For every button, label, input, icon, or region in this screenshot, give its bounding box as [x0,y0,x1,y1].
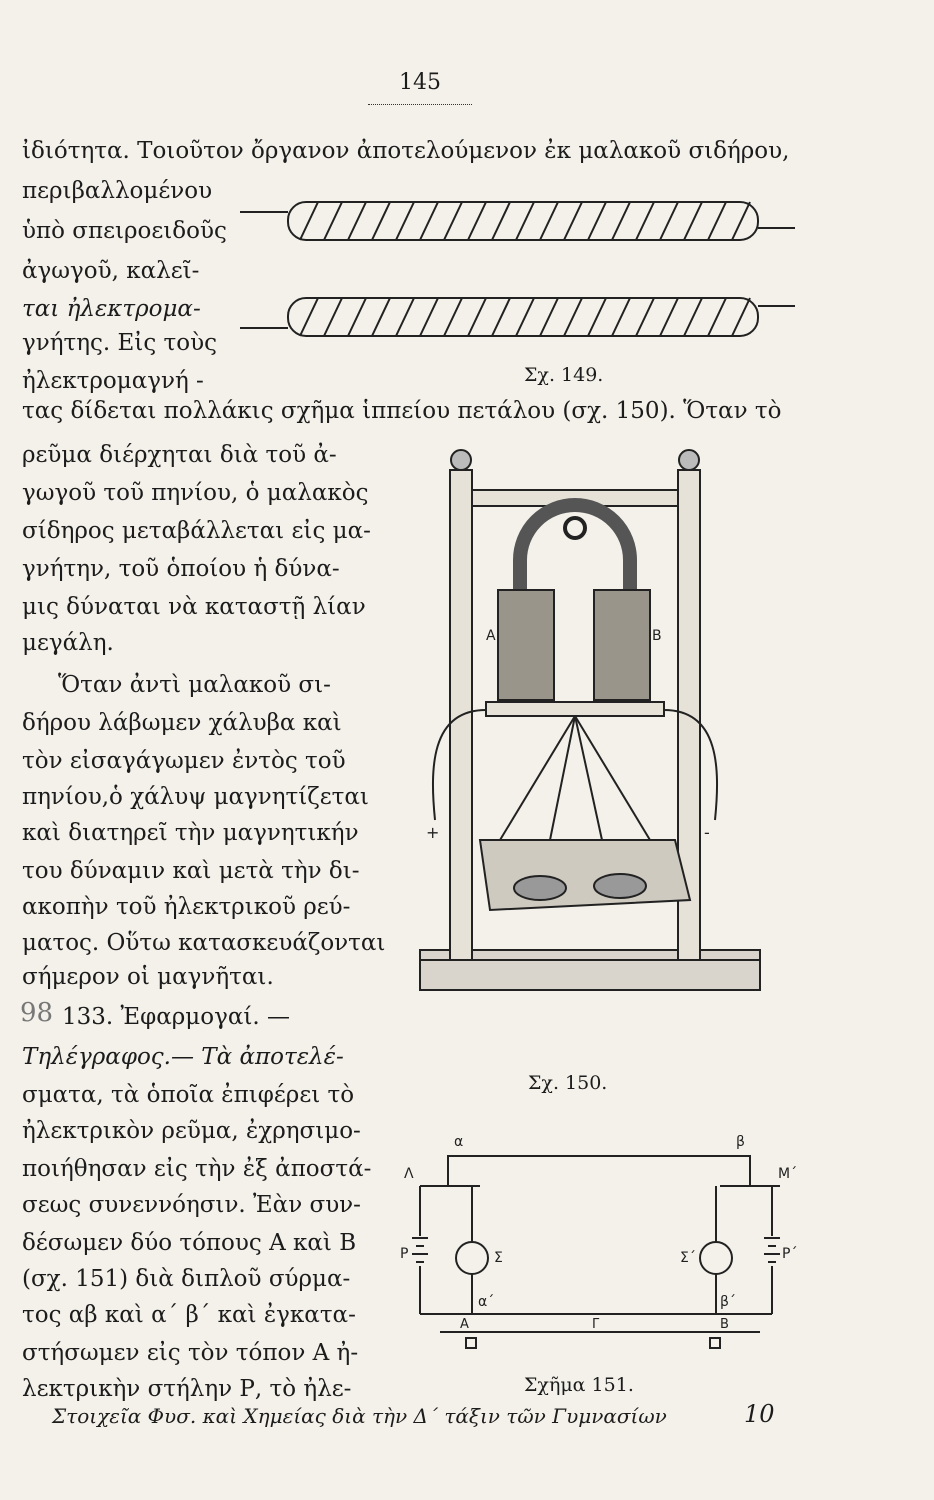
figure-149-solenoids [240,188,800,348]
label-beta-prime: β΄ [720,1294,736,1310]
label-a: Α [460,1317,469,1332]
label-b: Β [720,1317,729,1332]
figure-151-caption: Σχῆμα 151. [524,1374,634,1396]
coil-label-a: Α [486,628,496,644]
text-line: ρεῦμα διέρχηται διὰ τοῦ ἀ- [22,442,337,468]
text-line: γνήτης. Εἰς τοὺς [22,330,217,356]
text-line: ἠλεκτρικὸν ρεῦμα, ἐχρησιμο- [22,1118,361,1144]
full-width-line: τας δίδεται πολλάκις σχῆμα ἱππείου πετάλου (σχ. 150). Ὅταν τὸ [22,398,782,424]
label-lambda: Λ [404,1166,414,1182]
label-rho: Ρ [400,1246,409,1262]
text-line: καὶ διατηρεῖ τὴν μαγνητικήν [22,820,359,846]
text-line: ται ἠλεκτρομα- [22,296,201,322]
text-line: του δύναμιν καὶ μετὰ τὴν δι- [22,858,360,884]
figure-150-electromagnet [390,440,810,1040]
text-line: (σχ. 151) διὰ διπλοῦ σύρμα- [22,1266,351,1292]
text-line: περιβαλλομένου [22,178,213,204]
text-line: γωγοῦ τοῦ πηνίου, ὁ μαλακὸς [22,480,369,506]
page-number: 145 [399,70,441,95]
text-line: σίδηρος μεταβάλλεται εἰς μα- [22,518,371,544]
text-line: γνήτην, τοῦ ὁποίου ἡ δύνα- [22,556,340,582]
margin-pencil-note: 98 [20,998,54,1028]
section-heading: 133. Ἐφαρμογαί. — [62,1004,291,1030]
label-mu: Μ΄ [778,1166,798,1182]
label-alpha: α [454,1134,464,1150]
text-line: πηνίου,ὁ χάλυψ μαγνητίζεται [22,784,369,810]
text-line: δήρου λάβωμεν χάλυβα καὶ [22,710,342,736]
header-rule [368,104,472,105]
label-sigma: Σ [494,1250,503,1266]
figure-149-caption: Σχ. 149. [524,364,604,386]
terminal-minus: - [704,823,710,842]
text-line: μις δύναται νὰ καταστῇ λίαν [22,594,366,620]
sheet-number: 10 [744,1400,775,1428]
text-line: σεως συνεννόησιν. Ἐὰν συν- [22,1192,361,1218]
text-line: τὸν εἰσαγάγωμεν ἐντὸς τοῦ [22,748,346,774]
text-line: ὑπὸ σπειροειδοῦς [22,218,227,244]
text-line: Ὅταν ἀντὶ μαλακοῦ σι- [58,672,331,698]
coil-label-b: Β [652,628,662,644]
text-line: λεκτρικὴν στήλην Ρ, τὸ ἠλε- [22,1376,352,1402]
label-gamma: Γ [592,1317,600,1332]
terminal-plus: + [426,823,440,842]
figure-151-telegraph-circuit [400,1126,800,1366]
text-line: σματα, τὰ ὁποῖα ἐπιφέρει τὸ [22,1082,355,1108]
text-line: σήμερον οἱ μαγνῆται. [22,964,274,990]
figure-150-caption: Σχ. 150. [528,1072,608,1094]
text-line: ματος. Οὕτω κατασκευάζονται [22,930,386,956]
label-sigma-prime: Σ΄ [680,1250,696,1266]
text-line: μεγάλη. [22,630,114,656]
text-line: ἀγωγοῦ, καλεῖ- [22,258,200,284]
text-line: Τηλέγραφος.— Τὰ ἀποτελέ- [22,1044,344,1070]
label-alpha-prime: α΄ [478,1294,495,1310]
text-line: τος αβ καὶ α΄ β΄ καὶ ἐγκατα- [22,1302,356,1328]
text-line: ποιήθησαν εἰς τὴν ἐξ ἀποστά- [22,1156,372,1182]
page-footer: Στοιχεῖα Φυσ. καὶ Χημείας διὰ τὴν Δ΄ τάξιν τῶν Γυμνασίων [52,1404,667,1428]
text-line: στήσωμεν εἰς τὸν τόπον Α ἠ- [22,1340,359,1366]
label-rho-prime: Ρ΄ [782,1246,798,1262]
text-line: ακοπὴν τοῦ ἠλεκτρικοῦ ρεύ- [22,894,351,920]
label-beta: β [736,1134,745,1150]
text-line: δέσωμεν δύο τόπους Α καὶ Β [22,1230,357,1256]
text-line: ἠλεκτρομαγνή - [22,368,204,394]
intro-line: ἰδιότητα. Τοιοῦτον ὄργανον ἀποτελούμενον ἐκ μαλακοῦ σιδήρου, [22,138,790,164]
